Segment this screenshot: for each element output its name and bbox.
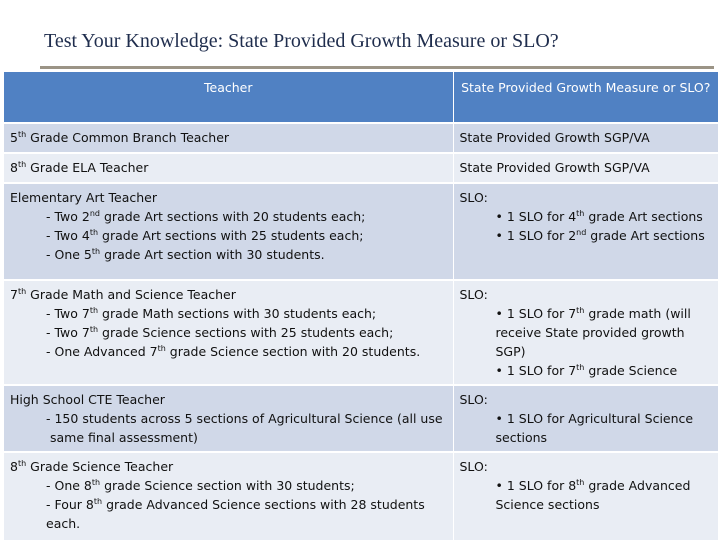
answer-bullet: • 1 SLO for 4th grade Art sections: [495, 208, 703, 224]
answer-cell: [453, 183, 718, 280]
teacher-detail: - Two 7th grade Math sections with 30 students each;: [46, 305, 377, 321]
teacher-cell: 8th Grade ELA Teacher: [4, 153, 453, 183]
teacher-title: High School CTE Teacher: [10, 392, 165, 407]
answer-bullet: • 1 SLO for 8th grade Advanced Science sections: [495, 477, 691, 512]
teacher-title: 8th Grade Science Teacher: [10, 458, 174, 474]
slide-title: Test Your Knowledge: State Provided Growth Measure or SLO?: [44, 30, 559, 52]
answer-label: SLO:: [459, 190, 488, 205]
teacher-detail: - Two 7th grade Science sections with 25 students each;: [46, 324, 394, 340]
teacher-detail: - Two 4th grade Art sections with 25 students each;: [46, 227, 364, 243]
teacher-cell: 5th Grade Common Branch Teacher: [4, 123, 453, 153]
teacher-cell: [4, 385, 453, 452]
table-row: [4, 123, 718, 153]
teacher-detail: - One Advanced 7th grade Science section with 20 students.: [46, 343, 421, 359]
teacher-detail: - Two 2nd grade Art sections with 20 students each;: [46, 208, 366, 224]
teacher-detail: - One 8th grade Science section with 30 students;: [46, 477, 355, 493]
table-row: [4, 183, 718, 280]
answer-bullet: • 1 SLO for 7th grade Science: [495, 362, 678, 378]
knowledge-table: [4, 72, 718, 540]
answer-cell: [453, 452, 718, 540]
answer-cell: State Provided Growth SGP/VA: [453, 123, 718, 153]
answer-bullet: • 1 SLO for 2nd grade Art sections: [495, 227, 705, 243]
answer-bullet: • 1 SLO for Agricultural Science sections: [495, 411, 694, 445]
answer-label: SLO:: [459, 459, 488, 474]
table-row: [4, 153, 718, 183]
answer-cell: [453, 385, 718, 452]
teacher-detail: - One 5th grade Art section with 30 students.: [46, 246, 325, 262]
teacher-title: Elementary Art Teacher: [10, 190, 157, 205]
table-row: [4, 385, 718, 452]
teacher-detail: - 150 students across 5 sections of Agricultural Science (all use same final assessment): [46, 411, 443, 445]
teacher-cell: [4, 452, 453, 540]
answer-label: SLO:: [459, 392, 488, 407]
header-teacher: Teacher: [4, 72, 453, 123]
teacher-detail: - Four 8th grade Advanced Science sections with 28 students each.: [46, 496, 425, 531]
answer-cell: State Provided Growth SGP/VA: [453, 153, 718, 183]
answer-label: SLO:: [459, 287, 488, 302]
answer-bullet: • 1 SLO for 7th grade math (will receive State provided growth SGP): [495, 305, 691, 359]
header-measure: State Provided Growth Measure or SLO?: [453, 72, 718, 123]
answer-cell: [453, 280, 718, 385]
table-row: [4, 280, 718, 385]
table-row: [4, 452, 718, 540]
teacher-cell: [4, 280, 453, 385]
table-header-row: [4, 72, 718, 123]
teacher-cell: [4, 183, 453, 280]
title-divider: [40, 66, 714, 69]
teacher-title: 7th Grade Math and Science Teacher: [10, 286, 236, 302]
